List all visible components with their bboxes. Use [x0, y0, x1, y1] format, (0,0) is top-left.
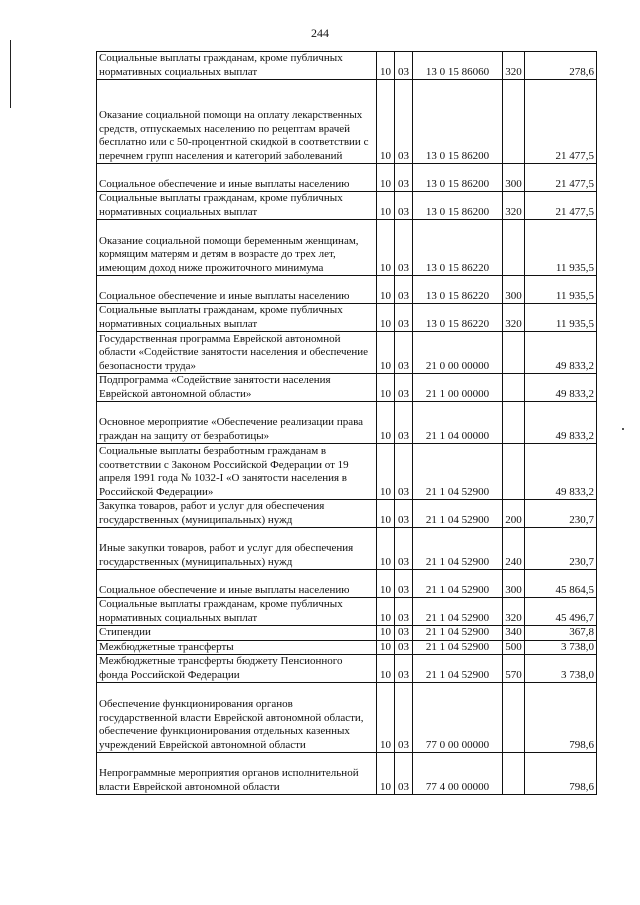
row-name-cell: Государственная программа Еврейской автономной области «Содействие занятости населения и обеспечение безопасности труда»: [97, 332, 377, 374]
amount-cell: 49 833,2: [525, 332, 597, 374]
table-row: [97, 655, 597, 683]
expense-type-code-cell: 240: [503, 528, 525, 570]
amount-cell: 367,8: [525, 626, 597, 641]
target-article-code-cell: 21 1 04 52900: [413, 500, 503, 528]
table-row: [97, 500, 597, 528]
row-name-cell: Закупка товаров, работ и услуг для обеспечения государственных (муниципальных) нужд: [97, 500, 377, 528]
subsection-code-cell: 03: [395, 528, 413, 570]
row-name-cell: Социальные выплаты гражданам, кроме публичных нормативных социальных выплат: [97, 304, 377, 332]
amount-cell: 798,6: [525, 683, 597, 753]
target-article-code-cell: 13 0 15 86200: [413, 192, 503, 220]
target-article-code-cell: 21 1 04 52900: [413, 444, 503, 500]
subsection-code-cell: 03: [395, 683, 413, 753]
target-article-code-cell: 13 0 15 86220: [413, 276, 503, 304]
page-number: 244: [311, 26, 329, 40]
table-row: [97, 640, 597, 655]
row-name-cell: Межбюджетные трансферты: [97, 640, 377, 655]
expense-type-code-cell: 320: [503, 52, 525, 80]
section-code-cell: 10: [377, 598, 395, 626]
expense-type-code-cell: 300: [503, 570, 525, 598]
subsection-code-cell: 03: [395, 192, 413, 220]
table-row: [97, 528, 597, 570]
row-name-cell: Межбюджетные трансферты бюджету Пенсионного фонда Российской Федерации: [97, 655, 377, 683]
target-article-code-cell: 21 1 04 52900: [413, 626, 503, 641]
row-name-cell: Социальные выплаты безработным гражданам в соответствии с Законом Российской Федерации от 19 апреля 1991 года № 1032-I «О занятости населения в Российской Федерации»: [97, 444, 377, 500]
scan-margin-line: [10, 40, 11, 108]
amount-cell: 11 935,5: [525, 276, 597, 304]
expense-type-code-cell: [503, 332, 525, 374]
row-name-cell: Оказание социальной помощи беременным женщинам, кормящим матерям и детям в возрасте до трех лет, имеющим доход ниже прожиточного минимума: [97, 220, 377, 276]
amount-cell: 3 738,0: [525, 640, 597, 655]
row-name-cell: Социальное обеспечение и иные выплаты населению: [97, 570, 377, 598]
target-article-code-cell: 21 1 04 00000: [413, 402, 503, 444]
target-article-code-cell: 21 1 00 00000: [413, 374, 503, 402]
amount-cell: 798,6: [525, 753, 597, 795]
expense-type-code-cell: [503, 683, 525, 753]
table-row: [97, 52, 597, 80]
expense-type-code-cell: 320: [503, 598, 525, 626]
target-article-code-cell: 21 1 04 52900: [413, 570, 503, 598]
section-code-cell: 10: [377, 304, 395, 332]
section-code-cell: 10: [377, 753, 395, 795]
row-name-cell: Социальное обеспечение и иные выплаты населению: [97, 276, 377, 304]
subsection-code-cell: 03: [395, 276, 413, 304]
subsection-code-cell: 03: [395, 220, 413, 276]
target-article-code-cell: 13 0 15 86200: [413, 80, 503, 164]
target-article-code-cell: 21 1 04 52900: [413, 655, 503, 683]
amount-cell: 21 477,5: [525, 164, 597, 192]
expense-type-code-cell: [503, 80, 525, 164]
target-article-code-cell: 13 0 15 86220: [413, 304, 503, 332]
target-article-code-cell: 77 0 00 00000: [413, 683, 503, 753]
expense-type-code-cell: 200: [503, 500, 525, 528]
table-row: [97, 598, 597, 626]
table-row: [97, 80, 597, 164]
table-row: [97, 683, 597, 753]
table-row: [97, 332, 597, 374]
expense-type-code-cell: [503, 402, 525, 444]
section-code-cell: 10: [377, 80, 395, 164]
subsection-code-cell: 03: [395, 500, 413, 528]
section-code-cell: 10: [377, 220, 395, 276]
subsection-code-cell: 03: [395, 626, 413, 641]
section-code-cell: 10: [377, 164, 395, 192]
amount-cell: 21 477,5: [525, 80, 597, 164]
expense-type-code-cell: 320: [503, 304, 525, 332]
section-code-cell: 10: [377, 276, 395, 304]
table-row: [97, 402, 597, 444]
subsection-code-cell: 03: [395, 598, 413, 626]
row-name-cell: Социальные выплаты гражданам, кроме публичных нормативных социальных выплат: [97, 192, 377, 220]
scan-speck: [622, 428, 624, 430]
subsection-code-cell: 03: [395, 655, 413, 683]
section-code-cell: 10: [377, 374, 395, 402]
target-article-code-cell: 21 1 04 52900: [413, 598, 503, 626]
expense-type-code-cell: [503, 220, 525, 276]
section-code-cell: 10: [377, 500, 395, 528]
target-article-code-cell: 21 1 04 52900: [413, 640, 503, 655]
target-article-code-cell: 13 0 15 86060: [413, 52, 503, 80]
table-row: [97, 753, 597, 795]
subsection-code-cell: 03: [395, 444, 413, 500]
expense-type-code-cell: 500: [503, 640, 525, 655]
section-code-cell: 10: [377, 402, 395, 444]
section-code-cell: 10: [377, 192, 395, 220]
table-row: [97, 374, 597, 402]
section-code-cell: 10: [377, 528, 395, 570]
section-code-cell: 10: [377, 332, 395, 374]
budget-table-body: [97, 52, 597, 795]
table-row: [97, 304, 597, 332]
target-article-code-cell: 21 0 00 00000: [413, 332, 503, 374]
amount-cell: 21 477,5: [525, 192, 597, 220]
subsection-code-cell: 03: [395, 304, 413, 332]
amount-cell: 49 833,2: [525, 402, 597, 444]
row-name-cell: Основное мероприятие «Обеспечение реализации права граждан на защиту от безработицы»: [97, 402, 377, 444]
expense-type-code-cell: 340: [503, 626, 525, 641]
subsection-code-cell: 03: [395, 570, 413, 598]
subsection-code-cell: 03: [395, 753, 413, 795]
table-row: [97, 192, 597, 220]
subsection-code-cell: 03: [395, 52, 413, 80]
section-code-cell: 10: [377, 655, 395, 683]
row-name-cell: Подпрограмма «Содействие занятости населения Еврейской автономной области»: [97, 374, 377, 402]
row-name-cell: Социальное обеспечение и иные выплаты населению: [97, 164, 377, 192]
table-row: [97, 626, 597, 641]
section-code-cell: 10: [377, 52, 395, 80]
target-article-code-cell: 77 4 00 00000: [413, 753, 503, 795]
subsection-code-cell: 03: [395, 640, 413, 655]
target-article-code-cell: 13 0 15 86220: [413, 220, 503, 276]
subsection-code-cell: 03: [395, 332, 413, 374]
amount-cell: 45 864,5: [525, 570, 597, 598]
row-name-cell: Социальные выплаты гражданам, кроме публичных нормативных социальных выплат: [97, 52, 377, 80]
section-code-cell: 10: [377, 444, 395, 500]
target-article-code-cell: 13 0 15 86200: [413, 164, 503, 192]
section-code-cell: 10: [377, 570, 395, 598]
table-row: [97, 276, 597, 304]
row-name-cell: Социальные выплаты гражданам, кроме публичных нормативных социальных выплат: [97, 598, 377, 626]
target-article-code-cell: 21 1 04 52900: [413, 528, 503, 570]
subsection-code-cell: 03: [395, 402, 413, 444]
expense-type-code-cell: [503, 753, 525, 795]
row-name-cell: Стипендии: [97, 626, 377, 641]
amount-cell: 3 738,0: [525, 655, 597, 683]
expense-type-code-cell: 300: [503, 164, 525, 192]
amount-cell: 11 935,5: [525, 304, 597, 332]
expense-type-code-cell: [503, 374, 525, 402]
expense-type-code-cell: 300: [503, 276, 525, 304]
amount-cell: 45 496,7: [525, 598, 597, 626]
expense-type-code-cell: 570: [503, 655, 525, 683]
subsection-code-cell: 03: [395, 374, 413, 402]
expense-type-code-cell: [503, 444, 525, 500]
row-name-cell: Иные закупки товаров, работ и услуг для обеспечения государственных (муниципальных) нужд: [97, 528, 377, 570]
amount-cell: 49 833,2: [525, 444, 597, 500]
budget-table: [96, 51, 597, 795]
row-name-cell: Обеспечение функционирования органов государственной власти Еврейской автономной области, обеспечение функционирования отдельных казенных учреждений Еврейской автономной области: [97, 683, 377, 753]
subsection-code-cell: 03: [395, 164, 413, 192]
table-row: [97, 570, 597, 598]
table-row: [97, 164, 597, 192]
row-name-cell: Оказание социальной помощи на оплату лекарственных средств, отпускаемых населению по рецептам врачей бесплатно или с 50-процентной скидкой в соответствии с перечнем групп населения и категорий заболеваний: [97, 80, 377, 164]
amount-cell: 49 833,2: [525, 374, 597, 402]
table-row: [97, 444, 597, 500]
amount-cell: 230,7: [525, 500, 597, 528]
amount-cell: 278,6: [525, 52, 597, 80]
section-code-cell: 10: [377, 640, 395, 655]
section-code-cell: 10: [377, 626, 395, 641]
amount-cell: 230,7: [525, 528, 597, 570]
section-code-cell: 10: [377, 683, 395, 753]
expense-type-code-cell: 320: [503, 192, 525, 220]
amount-cell: 11 935,5: [525, 220, 597, 276]
table-row: [97, 220, 597, 276]
row-name-cell: Непрограммные мероприятия органов исполнительной власти Еврейской автономной области: [97, 753, 377, 795]
subsection-code-cell: 03: [395, 80, 413, 164]
